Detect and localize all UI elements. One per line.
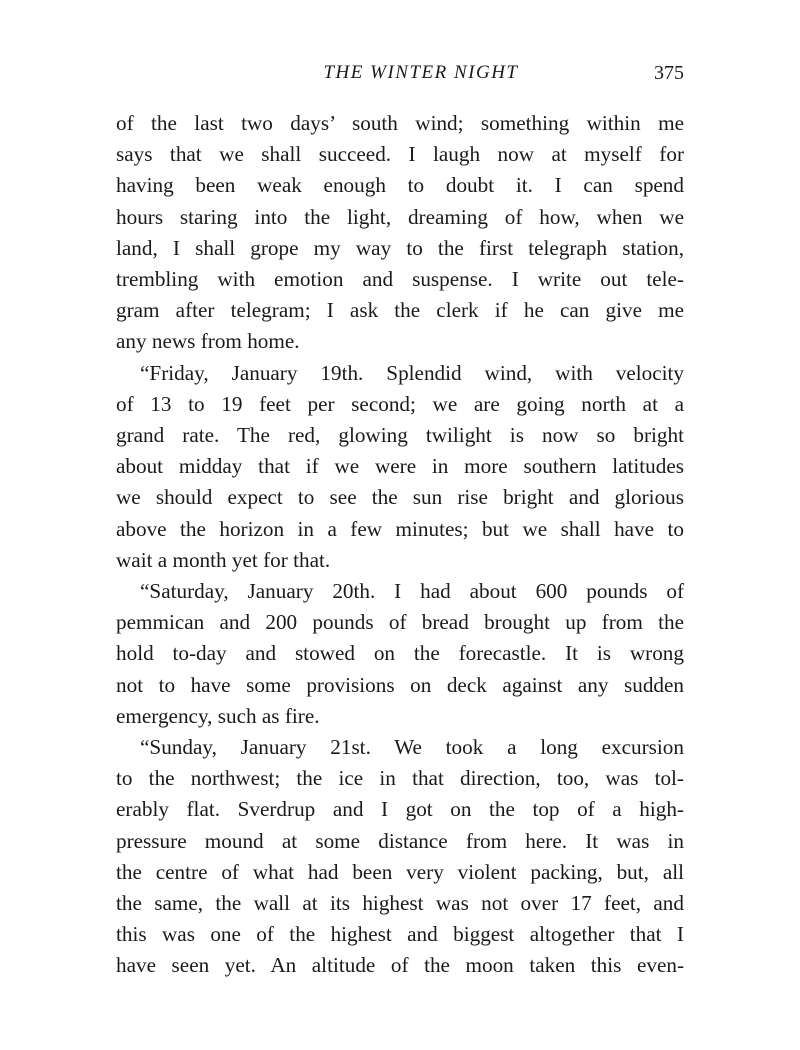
text-line: hold to-day and stowed on the forecastle. It is wrong bbox=[116, 641, 684, 666]
text-line: of the last two days’ south wind; something within me bbox=[116, 111, 684, 135]
text-line: emergency, such as fire. bbox=[116, 703, 320, 728]
text-line: pemmican and 200 pounds of bread brought up from the bbox=[116, 610, 684, 635]
text-line: “Sunday, January 21st. We took a long excursion bbox=[140, 735, 684, 760]
text-line: pressure mound at some distance from here. It was in bbox=[116, 828, 684, 853]
text-line: this was one of the highest and biggest altogether that I bbox=[116, 922, 684, 947]
text-line: the same, the wall at its highest was not over 17 feet, and bbox=[116, 891, 684, 916]
running-head bbox=[118, 62, 684, 92]
page-number: 375 bbox=[654, 62, 684, 84]
text-line: “Saturday, January 20th. I had about 600 pounds of bbox=[140, 579, 684, 604]
paragraph bbox=[116, 108, 684, 358]
text-line: hours staring into the light, dreaming of how, when we bbox=[116, 204, 684, 229]
text-line: we should expect to see the sun rise bright and glorious bbox=[116, 485, 684, 510]
text-line: any news from home. bbox=[116, 329, 300, 354]
text-line: erably flat. Sverdrup and I got on the top of a high- bbox=[116, 797, 684, 822]
text-line: “Friday, January 19th. Splendid wind, with velocity bbox=[140, 360, 684, 385]
text-line: above the horizon in a few minutes; but we shall have to bbox=[116, 516, 684, 541]
text-line: have seen yet. An altitude of the moon taken this even- bbox=[116, 953, 684, 978]
text-line: having been weak enough to doubt it. I can spend bbox=[116, 173, 684, 198]
text-line: the centre of what had been very violent packing, but, all bbox=[116, 859, 684, 884]
text-line: to the northwest; the ice in that direction, too, was tol- bbox=[116, 766, 684, 791]
paragraph bbox=[116, 576, 684, 732]
body-text bbox=[116, 108, 684, 982]
running-title: THE WINTER NIGHT bbox=[323, 62, 519, 83]
text-line: land, I shall grope my way to the first telegraph station, bbox=[116, 235, 684, 260]
paragraph bbox=[116, 732, 684, 982]
text-line: not to have some provisions on deck against any sudden bbox=[116, 672, 684, 697]
text-line: says that we shall succeed. I laugh now at myself for bbox=[116, 142, 684, 167]
text-line: grand rate. The red, glowing twilight is now so bright bbox=[116, 423, 684, 448]
text-line: wait a month yet for that. bbox=[116, 547, 331, 572]
text-line: of 13 to 19 feet per second; we are going north at a bbox=[116, 391, 684, 416]
text-line: trembling with emotion and suspense. I write out tele- bbox=[116, 267, 684, 292]
text-line: about midday that if we were in more southern latitudes bbox=[116, 454, 684, 479]
text-line: gram after telegram; I ask the clerk if he can give me bbox=[116, 298, 684, 323]
paragraph bbox=[116, 358, 684, 576]
